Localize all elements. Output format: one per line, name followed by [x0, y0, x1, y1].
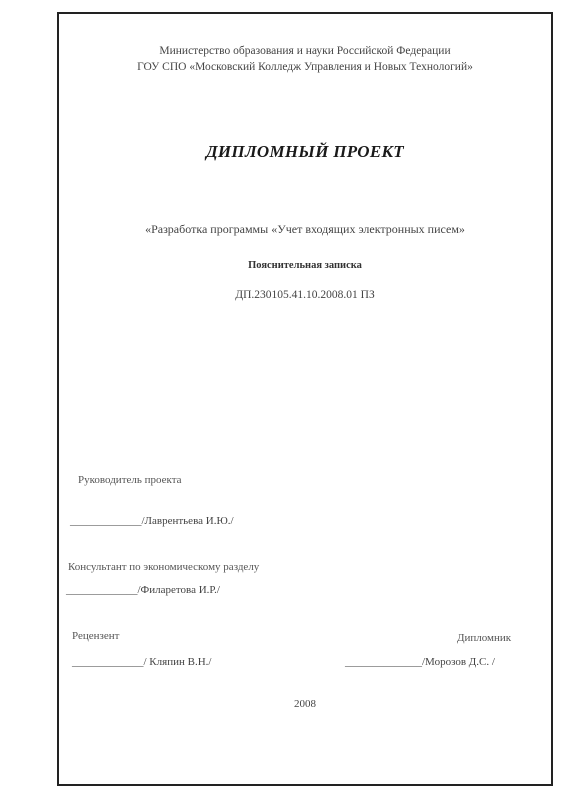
consultant-label: Консультант по экономическому разделу	[68, 561, 260, 573]
document-title: ДИПЛОМНЫЙ ПРОЕКТ	[205, 142, 404, 161]
supervisor-label: Руководитель проекта	[78, 474, 182, 486]
document-code: ДП.230105.41.10.2008.01 ПЗ	[235, 289, 375, 301]
reviewer-label: Рецензент	[72, 630, 120, 642]
project-topic: «Разработка программы «Учет входящих электронных писем»	[145, 222, 465, 236]
college-line: ГОУ СПО «Московский Колледж Управления и Новых Технологий»	[137, 61, 473, 73]
page-border	[57, 12, 553, 786]
reviewer-signature: _____________/ Кляпин В.Н./	[72, 656, 212, 668]
supervisor-signature: _____________/Лаврентьева И.Ю./	[70, 515, 234, 527]
consultant-signature: _____________/Филаретова И.Р./	[66, 584, 220, 596]
year: 2008	[294, 698, 316, 710]
ministry-line: Министерство образования и науки Российской Федерации	[159, 45, 451, 57]
student-label: Дипломник	[457, 632, 512, 644]
document-subtitle: Пояснительная записка	[248, 260, 362, 271]
student-signature: ______________/Морозов Д.С. /	[345, 656, 495, 668]
